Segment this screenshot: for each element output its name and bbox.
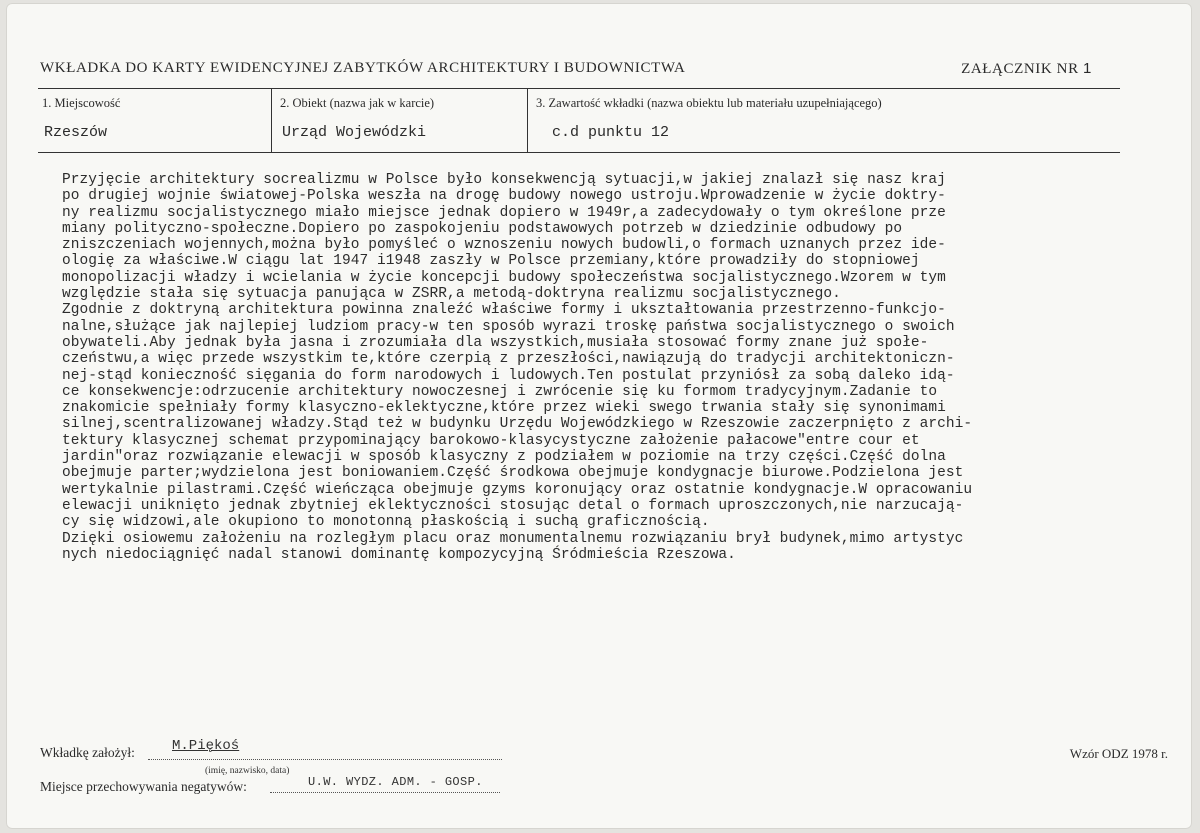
text-line: ologię za właściwe.W ciągu lat 1947 i1948 zaszły w Polsce przemiany,które prowadziły do stopniowej — [62, 253, 920, 270]
text-line: względzie stała się sytuacja panująca w ZSRR,a metodą-doktryna realizmu socjalistycznego. — [62, 286, 841, 303]
text-line: monopolizacji władzy i wcielania w życie koncepcji budowy społeczeństwa socjalistycznego.Wzorem w tym — [62, 269, 946, 286]
text-line: miany polityczno-społeczne.Dopiero po zaspokojeniu podstawowych potrzeb w dziedzinie odbudowy po — [62, 220, 903, 237]
locality-cell — [38, 89, 271, 152]
text-line: nych niedociągnięć nadal stanowi dominantę kompozycyjną Śródmieścia Rzeszowa. — [62, 546, 736, 563]
inserted-by-hint: (imię, nazwisko, data) — [205, 766, 290, 776]
text-line: silnej,scentralizowanej władzy.Stąd też w budynku Urzędu Wojewódzkiego w Rzeszowie zaczerpnięto z archi- — [62, 416, 973, 433]
storage-dotted-line — [270, 792, 500, 793]
form-template-note: Wzór ODZ 1978 r. — [1069, 746, 1168, 761]
text-line: Przyjęcie architektury socrealizmu w Polsce było konsekwencją sytuacji,w jakiej znalazł się nasz kraj — [62, 172, 946, 188]
inserted-by-label: Wkładkę założył: — [40, 745, 135, 760]
form-title: WKŁADKA DO KARTY EWIDENCYJNEJ ZABYTKÓW ARCHITEKTURY I BUDOWNICTWA — [40, 60, 686, 76]
annex-label — [961, 60, 1092, 78]
text-line: Dzięki osiowemu założeniu na rozległym placu oraz monumentalnemu rozwiązaniu brył budynek,mimo artystyc — [62, 530, 964, 547]
inserted-by-dotted-line — [148, 759, 502, 760]
text-line: ce konsekwencje:odrzucenie architektury nowoczesnej i zwrócenie się ku formom tradycyjnym.Zadanie to — [62, 383, 938, 400]
typed-description — [62, 172, 1132, 563]
object-label: 2. Obiekt (nazwa jak w karcie) — [280, 96, 435, 110]
text-line: elewacji uniknięto jednak zbytniej eklektyczności stosując detal o formach uproszczonych,nie narzucają- — [62, 497, 964, 514]
text-line: zniszczeniach wojennych,można było pomyśleć o wznoszeniu nowych budowli,o formach uznanych przez ide- — [62, 237, 946, 254]
header-fields-table — [38, 88, 1120, 153]
text-line: obejmuje parter;wydzielona jest boniowaniem.Część środkowa obejmuje kondygnacje biurowe.Podzielona jest — [62, 465, 964, 482]
text-line: nalne,służące jak najlepiej ludziom pracy-w ten sposób wyrazi troskę państwa socjalistycznego o swoich — [62, 318, 955, 335]
text-line: tektury klasycznej schemat przypominający barokowo-klasycystyczne założenie pałacowe"entre cour et — [62, 432, 920, 449]
text-line: obywateli.Aby jednak była jasna i zrozumiała dla wszystkich,musiała stosować formy znane już społe- — [62, 334, 929, 351]
text-line: czeństwu,a więc przede wszystkim te,które czerpią z przeszłości,nawiązują do tradycji architektoniczn- — [62, 351, 955, 368]
annex-label-text: ZAŁĄCZNIK NR — [961, 61, 1079, 77]
annex-number: 1 — [1083, 60, 1092, 77]
text-line: Zgodnie z doktryną architektura powinna znaleźć właściwe formy i ukształtowania przestrzenno-funkcjo- — [62, 302, 946, 319]
text-line: jardin"oraz rozwiązanie elewacji w sposób klasyczny z podziałem w poziomie na trzy części.Część dolna — [62, 449, 946, 466]
storage-value: U.W. WYDZ. ADM. - GOSP. — [308, 775, 483, 789]
contents-cell — [527, 89, 1121, 152]
object-value: Urząd Wojewódzki — [282, 124, 427, 141]
locality-label: 1. Miejscowość — [42, 96, 121, 110]
text-line: ny realizmu socjalistycznego miało miejsce jednak dopiero w 1949r,a zadecydowały o tym określone prze — [62, 204, 946, 221]
text-line: po drugiej wojnie światowej-Polska weszła na drogę budowy nowego ustroju.Wprowadzenie w życie doktry- — [62, 188, 946, 205]
text-line: cy się widzowi,ale okupiono to monotonną płaskością i suchą graficznością. — [62, 514, 710, 531]
contents-label: 3. Zawartość wkładki (nazwa obiektu lub materiału uzupełniającego) — [536, 96, 882, 110]
text-line: nej-stąd konieczność sięgania do form narodowych i ludowych.Ten postulat przyniósł za sobą daleko idą- — [62, 367, 955, 384]
contents-value: c.d punktu 12 — [552, 124, 670, 141]
locality-value: Rzeszów — [44, 124, 108, 141]
text-line: znakomicie spełniały formy klasyczno-eklektyczne,które przez wieki swego trwania stały się synonimami — [62, 400, 946, 417]
object-cell — [271, 89, 528, 152]
storage-label: Miejsce przechowywania negatywów: — [40, 779, 247, 794]
text-line: wertykalnie pilastrami.Część wieńcząca obejmuje gzyms koronujący oraz ostatnie kondygnacje.W opracowaniu — [62, 481, 973, 498]
inserted-by-value: M.Piękoś — [172, 738, 240, 754]
